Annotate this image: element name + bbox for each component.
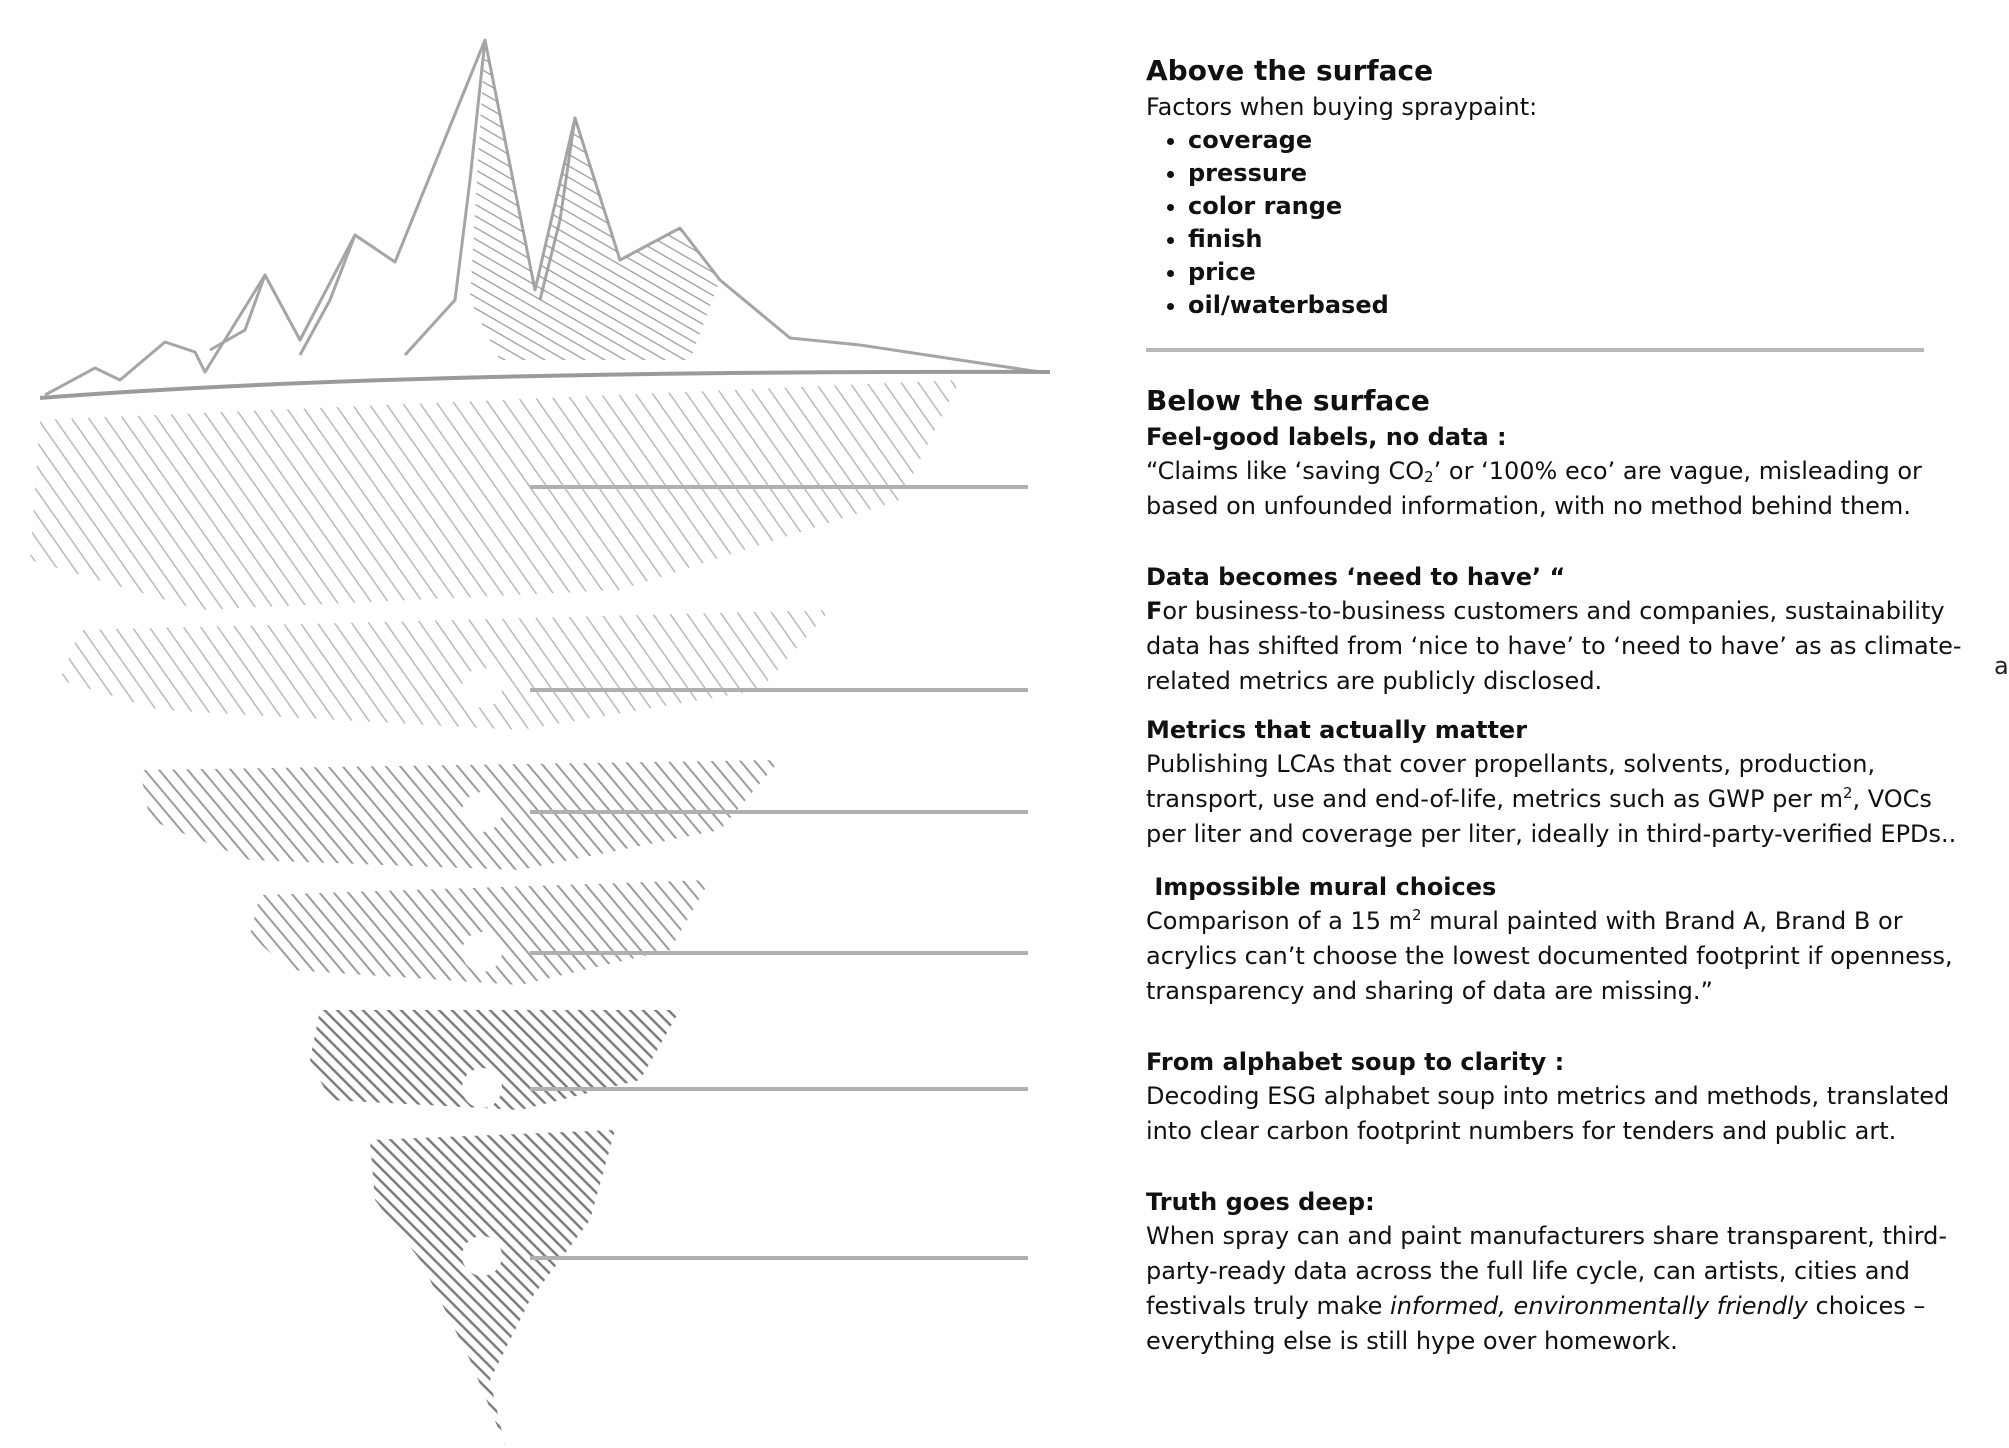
body-text: ’ or ‘100% eco’ are vague, misleading or based on unfounded information, with no method behind them. xyxy=(1146,457,1922,520)
stray-character: a xyxy=(1994,652,2009,680)
connector-node-3 xyxy=(462,792,502,832)
connector-node-6 xyxy=(462,1236,502,1276)
above-surface-section xyxy=(1146,52,1976,322)
peak-shading xyxy=(470,40,720,360)
body-superscript: 2 xyxy=(1842,784,1853,802)
body-superscript: 2 xyxy=(1411,906,1422,924)
body-text: Publishing LCAs that cover propellants, solvents, production, transport, use and end-of-life, metrics such as GWP per m xyxy=(1146,750,1876,813)
layer-3 xyxy=(140,760,780,870)
section-metrics xyxy=(1146,713,1976,852)
section-feel-good-labels xyxy=(1146,420,1976,524)
layer-1 xyxy=(30,380,960,610)
body-initial: F xyxy=(1146,597,1163,625)
factor-item: • coverage xyxy=(1188,124,1976,157)
factor-item: • color range xyxy=(1188,190,1976,223)
above-surface-intro: Factors when buying spraypaint: xyxy=(1146,93,1538,121)
body-text: choices – everything else is still hype over homework. xyxy=(1146,1292,1926,1355)
section-mural-choices xyxy=(1146,870,1976,1009)
body-text: “Claims like ‘saving CO xyxy=(1146,457,1425,485)
section-need-to-have xyxy=(1146,560,1976,699)
section-truth-goes-deep xyxy=(1146,1185,1976,1359)
connector-node-4 xyxy=(462,932,502,972)
text-column xyxy=(1146,52,1976,1359)
section-body xyxy=(1146,594,1976,699)
section-body xyxy=(1146,904,1976,1009)
connector-node-2 xyxy=(462,668,502,708)
section-alphabet-soup xyxy=(1146,1045,1976,1149)
section-title: Feel-good labels, no data : xyxy=(1146,423,1507,451)
factor-item: • oil/waterbased xyxy=(1188,289,1976,322)
body-subscript: 2 xyxy=(1424,468,1434,486)
layer-2 xyxy=(60,610,830,730)
section-title: Metrics that actually matter xyxy=(1146,716,1528,744)
section-title: From alphabet soup to clarity : xyxy=(1146,1048,1565,1076)
connector-node-5 xyxy=(462,1068,502,1108)
factor-list xyxy=(1146,124,1976,322)
below-surface-section xyxy=(1146,382,1976,1359)
section-body: Decoding ESG alphabet soup into metrics and methods, translated into clear carbon footprint numbers for tenders and public art. xyxy=(1146,1082,1950,1145)
section-divider xyxy=(1146,348,1924,352)
body-text: , VOCs per liter and coverage per liter, ideally in third-party-verified EPDs.. xyxy=(1146,785,1957,848)
section-title: Impossible mural choices xyxy=(1146,873,1497,901)
factor-item: • price xyxy=(1188,256,1976,289)
layer-6 xyxy=(370,1130,615,1445)
section-body xyxy=(1146,747,1976,852)
body-text: or business-to-business customers and companies, sustainability data has shifted from ‘nice to have’ to ‘need to have’ as as climate-related metrics are publicly disclosed. xyxy=(1146,597,1962,695)
factor-item: • finish xyxy=(1188,223,1976,256)
below-surface-title: Below the surface xyxy=(1146,384,1430,417)
section-title: Data becomes ‘need to have’ “ xyxy=(1146,563,1566,591)
factor-item: • pressure xyxy=(1188,157,1976,190)
body-emphasis: informed, environmentally friendly xyxy=(1390,1292,1808,1320)
body-text: Comparison of a 15 m xyxy=(1146,907,1412,935)
section-body xyxy=(1146,1219,1976,1359)
body-text: mural painted with Brand A, Brand B or acrylics can’t choose the lowest documented footprint if openness, transparency and sharing of data are missing.” xyxy=(1146,907,1953,1005)
above-surface-title: Above the surface xyxy=(1146,54,1434,87)
underwater-mass xyxy=(30,380,960,1445)
body-text: When spray can and paint manufacturers share transparent, third-party-ready data across the full life cycle, can artists, cities and festivals truly make xyxy=(1146,1222,1948,1320)
section-title: Truth goes deep: xyxy=(1146,1188,1375,1216)
section-body xyxy=(1146,454,1976,524)
